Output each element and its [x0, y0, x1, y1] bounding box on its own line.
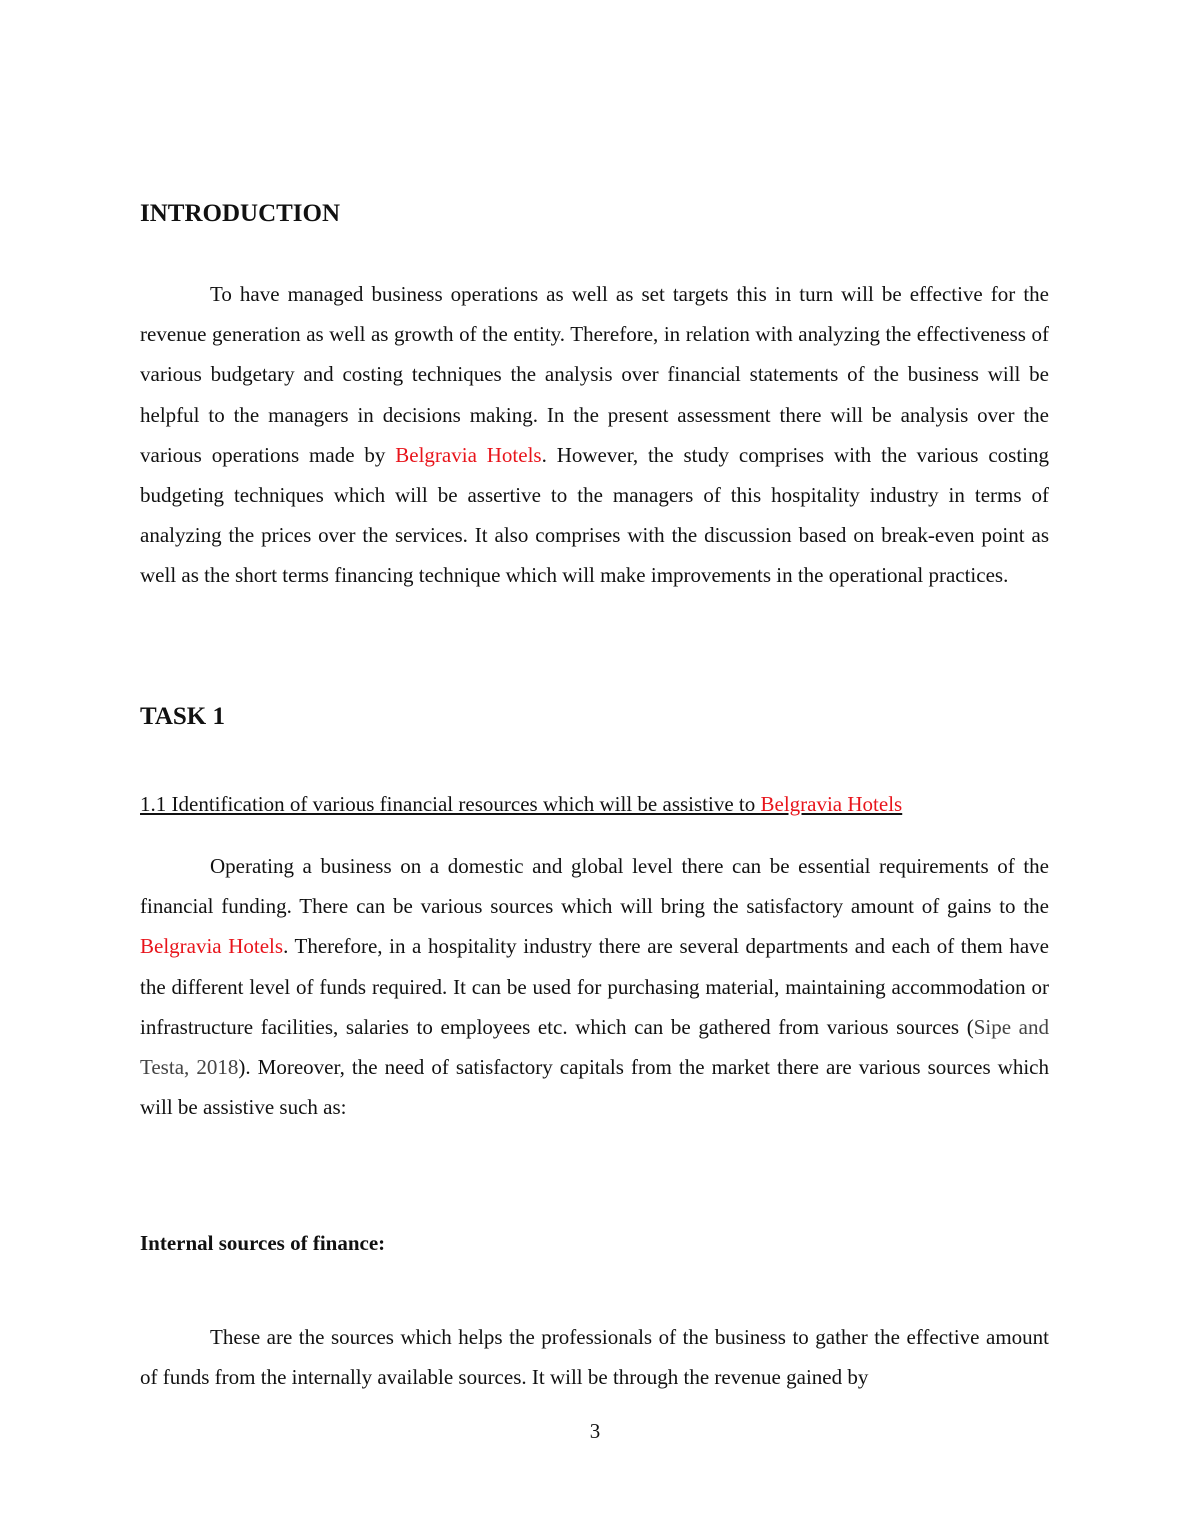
task1-text-3: ). Moreover, the need of satisfactory capitals from the market there are various sources which will be assistive such as:: [140, 1055, 1050, 1120]
company-name: Belgravia Hotels: [395, 442, 542, 467]
citation: Sipe and Testa, 2018: [140, 1014, 1050, 1080]
internal-sources-heading: Internal sources of finance:: [140, 1231, 386, 1255]
page-number: 3: [589, 1419, 601, 1443]
task1-text-2: . Therefore, in a hospitality industry there are several departments and each of them have the different level of funds required. It can be used for purchasing material, maintaining accommodation or infrastructure facilities, salaries to employees etc. which can be gathered from various sources (: [140, 934, 1049, 1039]
internal-text: These are the sources which helps the professionals of the business to gather the effective amount of funds from the internally available sources. It will be through the revenue gained by: [140, 1325, 1049, 1390]
introduction-paragraph: [140, 274, 1049, 596]
introduction-heading: INTRODUCTION: [140, 200, 341, 227]
task1-text-1: Operating a business on a domestic and global level there can be essential requirements of the financial funding. There can be various sources which will bring the satisfactory amount of gains to the: [140, 854, 1049, 919]
company-name: Belgravia Hotels: [140, 934, 284, 959]
task1-paragraph: [140, 846, 1049, 1127]
intro-text-1: To have managed business operations as well as set targets this in turn will be effective for the revenue generation as well as growth of the entity. Therefore, in relation with analyzing the effectiveness of various budgetary and costing techniques the analysis over financial statements of the business will be helpful to the managers in decisions making. In the present assessment there will be analysis over the various operations made by: [140, 282, 1049, 467]
subheading-company-name: Belgravia Hotels: [760, 792, 903, 816]
subheading-text: 1.1 Identification of various financial resources which will be assistive to: [140, 792, 761, 816]
task1-subheading: [140, 791, 902, 817]
intro-text-2: . However, the study comprises with the various costing budgeting techniques which will be assertive to the managers of this hospitality industry in terms of analyzing the prices over the services. It also comprises with the discussion based on break-even point as well as the short terms financing technique which will make improvements in the operational practices.: [140, 442, 1049, 588]
task1-heading: TASK 1: [140, 703, 225, 730]
internal-sources-paragraph: [140, 1317, 1049, 1397]
